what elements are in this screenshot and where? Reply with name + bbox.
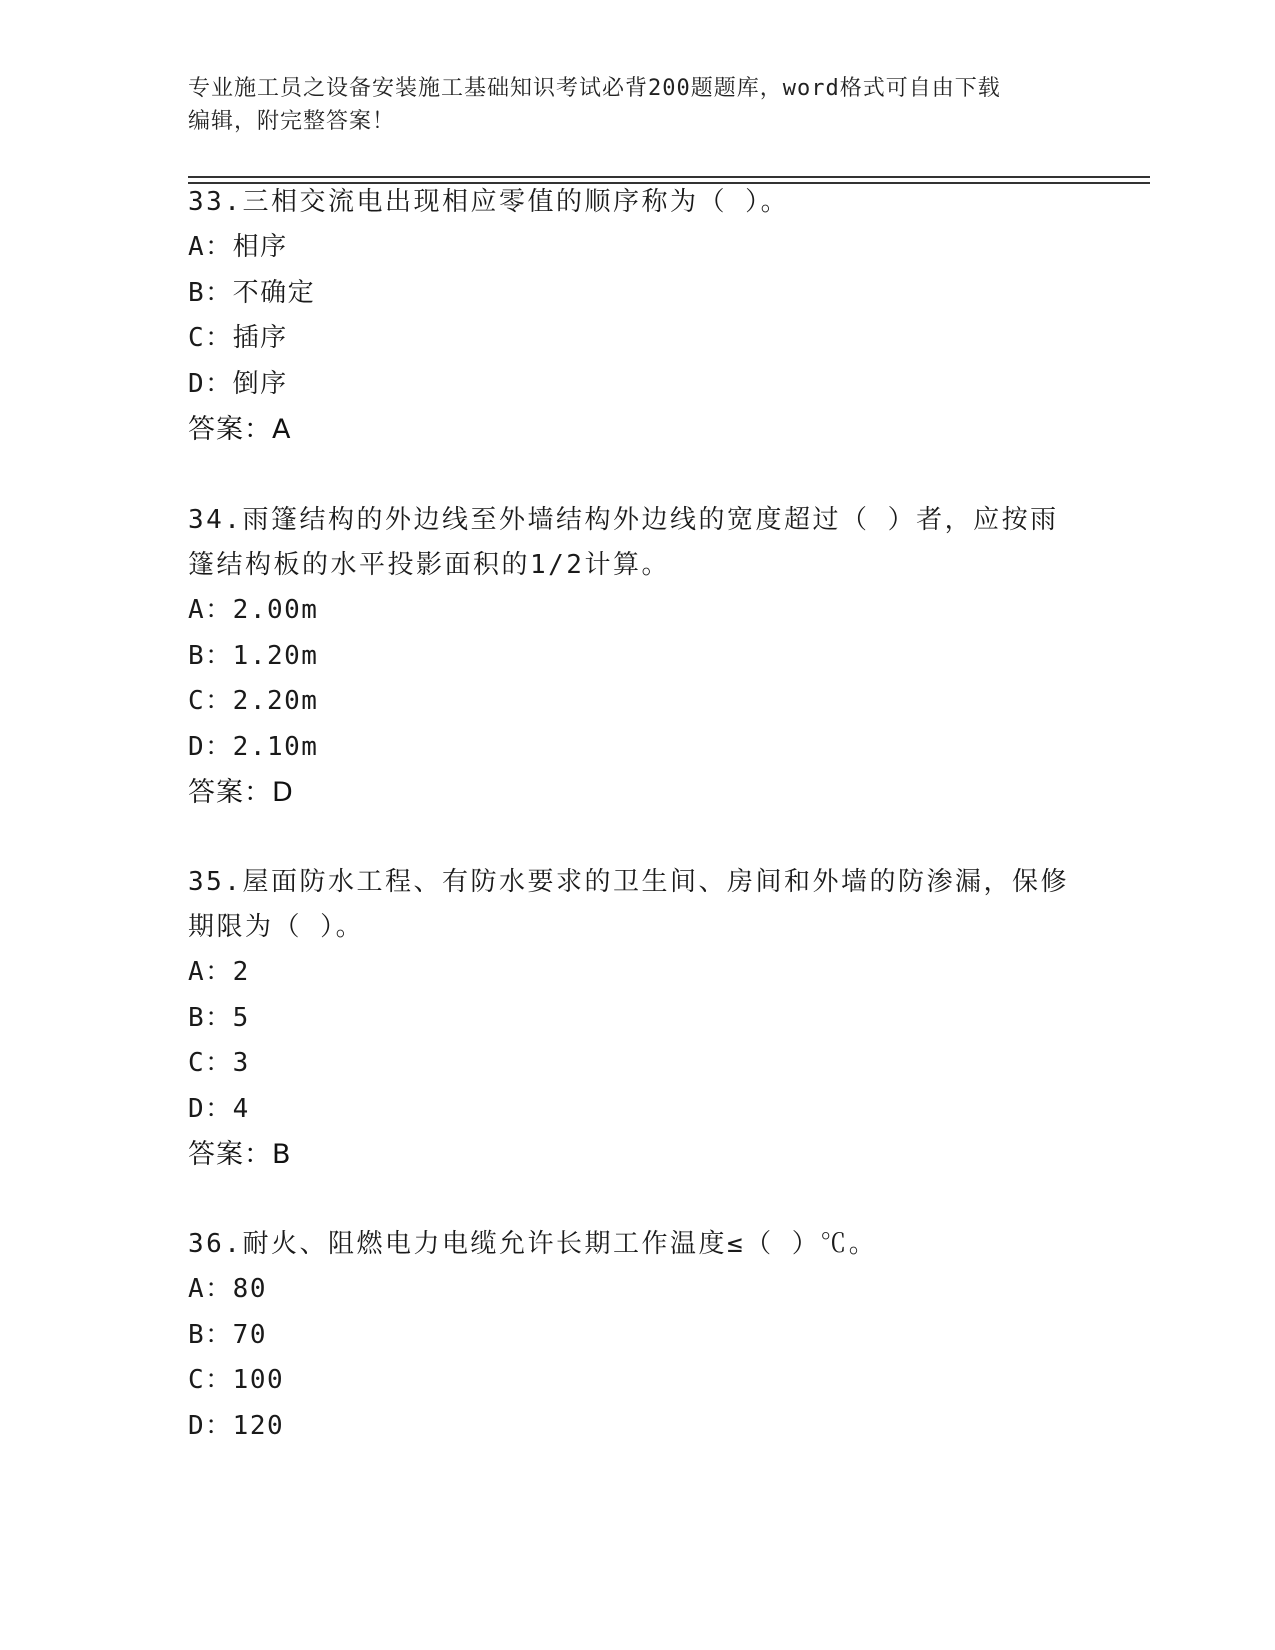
option-text: 2.20m [232, 686, 319, 716]
option-separator: ： [205, 1410, 233, 1441]
option-letter: D [188, 368, 206, 399]
document-header [188, 72, 1068, 138]
question-stem-line-2: 篷结构板的水平投影面积的1/2计算。 [188, 550, 670, 580]
option-text: 1.20m [232, 640, 319, 671]
question-36 [188, 1222, 1088, 1449]
option-text: 2.00m [232, 595, 319, 625]
option-separator: ： [205, 1274, 233, 1304]
question-stem-line-1: 35.屋面防水工程、有防水要求的卫生间、房间和外墙的防渗漏，保修 [188, 867, 1069, 897]
option-letter: D [188, 731, 206, 762]
option-letter: D [188, 1410, 206, 1441]
option-text: 80 [232, 1274, 267, 1304]
question-34 [188, 498, 1088, 816]
option-a [188, 225, 1088, 271]
option-c [188, 679, 1088, 725]
option-separator: ： [205, 595, 233, 625]
option-letter: A [188, 1274, 206, 1304]
header-divider-top [188, 176, 1150, 178]
option-d [188, 362, 1088, 408]
option-separator: ： [205, 1002, 233, 1033]
option-text: 相序 [232, 232, 288, 262]
option-letter: A [188, 957, 206, 987]
option-separator: ： [205, 731, 233, 762]
option-letter: D [188, 1093, 206, 1124]
answer-line: 答案：D [188, 777, 294, 808]
option-a [188, 588, 1088, 634]
option-text: 120 [232, 1410, 285, 1441]
option-d [188, 725, 1088, 771]
option-text: 3 [232, 1048, 250, 1078]
answer-line: 答案：B [188, 1139, 292, 1170]
option-a [188, 1267, 1088, 1313]
option-c [188, 1358, 1088, 1404]
option-text: 插序 [232, 323, 288, 353]
option-letter: B [188, 1319, 206, 1350]
option-b [188, 271, 1088, 317]
option-text: 2 [232, 957, 250, 987]
header-line-1: 专业施工员之设备安装施工基础知识考试必背200题题库，word格式可自由下载 [188, 76, 1001, 101]
option-separator: ： [205, 957, 233, 987]
option-text: 70 [232, 1319, 267, 1350]
option-text: 倒序 [232, 368, 288, 399]
option-text: 5 [232, 1002, 250, 1033]
option-letter: C [188, 1048, 206, 1078]
option-separator: ： [205, 1093, 233, 1124]
option-separator: ： [205, 277, 233, 308]
option-b [188, 634, 1088, 680]
option-d [188, 1087, 1088, 1133]
option-c [188, 316, 1088, 362]
option-text: 2.10m [232, 731, 319, 762]
question-33 [188, 180, 1088, 453]
option-text: 不确定 [232, 277, 316, 308]
option-separator: ： [205, 1048, 233, 1078]
question-35 [188, 860, 1088, 1178]
option-separator: ： [205, 232, 233, 262]
option-separator: ： [205, 1365, 233, 1395]
option-letter: B [188, 277, 206, 308]
question-stem: 33.三相交流电出现相应零值的顺序称为（ ）。 [188, 187, 790, 217]
option-separator: ： [205, 368, 233, 399]
option-letter: A [188, 232, 206, 262]
option-letter: B [188, 640, 206, 671]
question-stem: 36.耐火、阻燃电力电缆允许长期工作温度≤（ ）℃。 [188, 1229, 878, 1259]
option-separator: ： [205, 323, 233, 353]
option-text: 4 [232, 1093, 250, 1124]
option-a [188, 950, 1088, 996]
question-stem-line-2: 期限为（ ）。 [188, 912, 365, 942]
question-stem-line-1: 34.雨篷结构的外边线至外墙结构外边线的宽度超过（ ）者，应按雨 [188, 505, 1059, 535]
option-separator: ： [205, 640, 233, 671]
option-letter: B [188, 1002, 206, 1033]
option-b [188, 996, 1088, 1042]
option-letter: C [188, 1365, 206, 1395]
option-letter: A [188, 595, 206, 625]
option-separator: ： [205, 686, 233, 716]
option-b [188, 1313, 1088, 1359]
option-separator: ： [205, 1319, 233, 1350]
header-line-2: 编辑，附完整答案！ [188, 109, 396, 134]
option-text: 100 [232, 1365, 285, 1395]
answer-line: 答案：A [188, 414, 292, 445]
option-letter: C [188, 323, 206, 353]
option-c [188, 1041, 1088, 1087]
option-letter: C [188, 686, 206, 716]
option-d [188, 1404, 1088, 1450]
